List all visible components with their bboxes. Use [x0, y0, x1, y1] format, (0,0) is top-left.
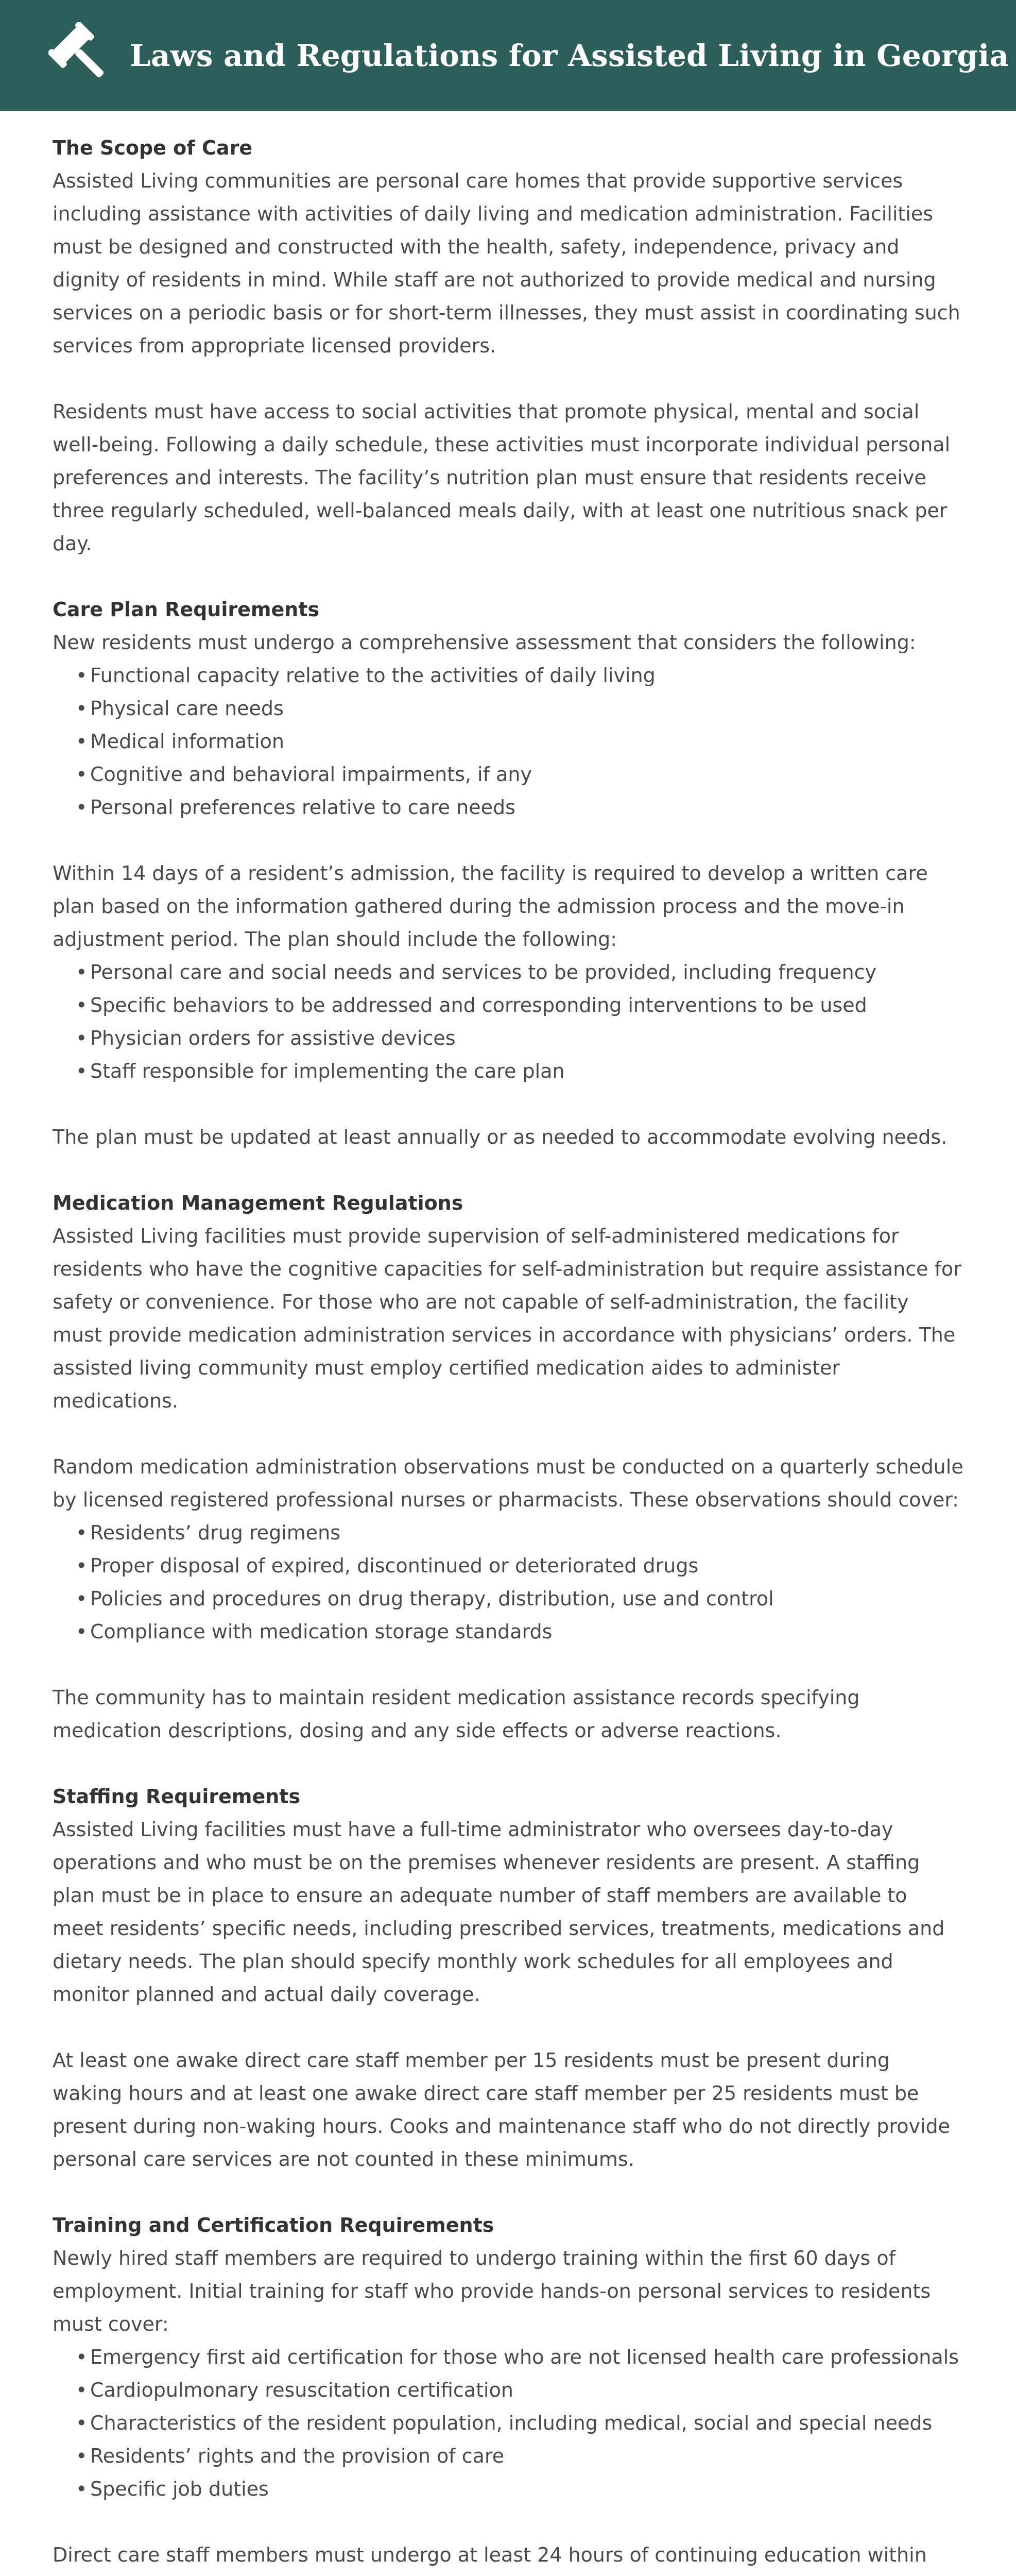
list-item: • Physical care needs [76, 692, 963, 725]
paragraph: Random medication administration observations must be conducted on a quarterly schedule by licensed registered professional nurses or pharmacists. These observations should cover: [53, 1455, 963, 1511]
bullet-list [53, 956, 963, 1088]
section-heading: The Scope of Care [53, 137, 253, 159]
paragraph: Residents must have access to social activities that promote physical, mental and social well-being. Following a daily schedule, these activities must incorporate individual personal preferences and interests. The facility’s nutrition plan must ensure that residents receive three regularly scheduled, well-balanced meals daily, with at least one nutritious snack per day. [53, 400, 951, 555]
bullet-list [53, 1516, 963, 1648]
list-item: • Specific job duties [76, 2472, 963, 2505]
list-item: • Characteristics of the resident population, including medical, social and special needs [76, 2406, 963, 2439]
paragraph: Assisted Living facilities must have a full-time administrator who oversees day-to-day operations and who must be on the premises whenever residents are present. A staffing plan must be in place to ensure an adequate number of staff members are available to meet residents’ specific needs, including prescribed services, treatments, medications and dietary needs. The plan should specify monthly work schedules for all employees and monitor planned and actual daily coverage. [53, 1818, 945, 2006]
list-item: • Cardiopulmonary resuscitation certification [76, 2374, 963, 2406]
list-item: • Policies and procedures on drug therapy, distribution, use and control [76, 1582, 963, 1615]
bullet-list [53, 2341, 963, 2505]
list-item: • Physician orders for assistive devices [76, 1022, 963, 1055]
list-item: • Residents’ drug regimens [76, 1516, 963, 1549]
list-item: • Residents’ rights and the provision of care [76, 2439, 963, 2472]
paragraph: Direct care staff members must undergo at least 24 hours of continuing education within [53, 2544, 927, 2566]
section-care-plan [53, 593, 963, 1154]
paragraph: The community has to maintain resident medication assistance records specifying medication descriptions, dosing and any side effects or adverse reactions. [53, 1686, 860, 1742]
list-item: • Proper disposal of expired, discontinued or deteriorated drugs [76, 1549, 963, 1582]
bullet-list [53, 659, 963, 824]
paragraph: Newly hired staff members are required to undergo training within the first 60 days of employment. Initial training for staff who provide hands-on personal services to residents must cover: [53, 2247, 931, 2335]
page-header [0, 0, 1016, 111]
list-item: • Personal care and social needs and services to be provided, including frequency [76, 956, 963, 989]
section-heading: Care Plan Requirements [53, 598, 320, 621]
paragraph: The plan must be updated at least annually or as needed to accommodate evolving needs. [53, 1126, 948, 1148]
section-heading: Medication Management Regulations [53, 1192, 463, 1214]
list-item: • Medical information [76, 725, 963, 758]
section-staffing [53, 1780, 963, 2176]
article-body [0, 111, 1016, 2576]
section-heading: Staffing Requirements [53, 1785, 301, 1808]
list-item: • Staff responsible for implementing the care plan [76, 1055, 963, 1088]
section-heading: Training and Certification Requirements [53, 2214, 494, 2236]
gavel-icon [48, 22, 115, 89]
list-item: • Compliance with medication storage standards [76, 1615, 963, 1648]
section-training [53, 2209, 963, 2576]
page-title: Laws and Regulations for Assisted Living in Georgia [130, 38, 1009, 73]
paragraph: New residents must undergo a comprehensive assessment that considers the following: [53, 631, 916, 654]
list-item: • Cognitive and behavioral impairments, if any [76, 758, 963, 791]
paragraph: Within 14 days of a resident’s admission, the facility is required to develop a written care plan based on the information gathered during the admission process and the move-in adjustment period. The plan should include the following: [53, 862, 928, 951]
list-item: • Personal preferences relative to care needs [76, 791, 963, 824]
section-scope-of-care [53, 131, 963, 560]
list-item: • Specific behaviors to be addressed and corresponding interventions to be used [76, 989, 963, 1022]
paragraph: Assisted Living communities are personal care homes that provide supportive services including assistance with activities of daily living and medication administration. Facilities must be designed and constructed with the health, safety, independence, privacy and dignity of residents in mind. While staff are not authorized to provide medical and nursing services on a periodic basis or for short-term illnesses, they must assist in coordinating such services from appropriate licensed providers. [53, 170, 960, 357]
list-item: • Emergency first aid certification for those who are not licensed health care professionals [76, 2341, 963, 2374]
section-medication-management [53, 1187, 963, 1747]
paragraph: At least one awake direct care staff member per 15 residents must be present during waking hours and at least one awake direct care staff member per 25 residents must be present during non-waking hours. Cooks and maintenance staff who do not directly provide personal care services are not counted in these minimums. [53, 2049, 951, 2171]
list-item: • Functional capacity relative to the activities of daily living [76, 659, 963, 692]
paragraph: Assisted Living facilities must provide supervision of self-administered medications for residents who have the cognitive capacities for self-administration but require assistance for safety or convenience. For those who are not capable of self-administration, the facility must provide medication administration services in accordance with physicians’ orders. The assisted living community must employ certified medication aides to administer medications. [53, 1225, 961, 1412]
